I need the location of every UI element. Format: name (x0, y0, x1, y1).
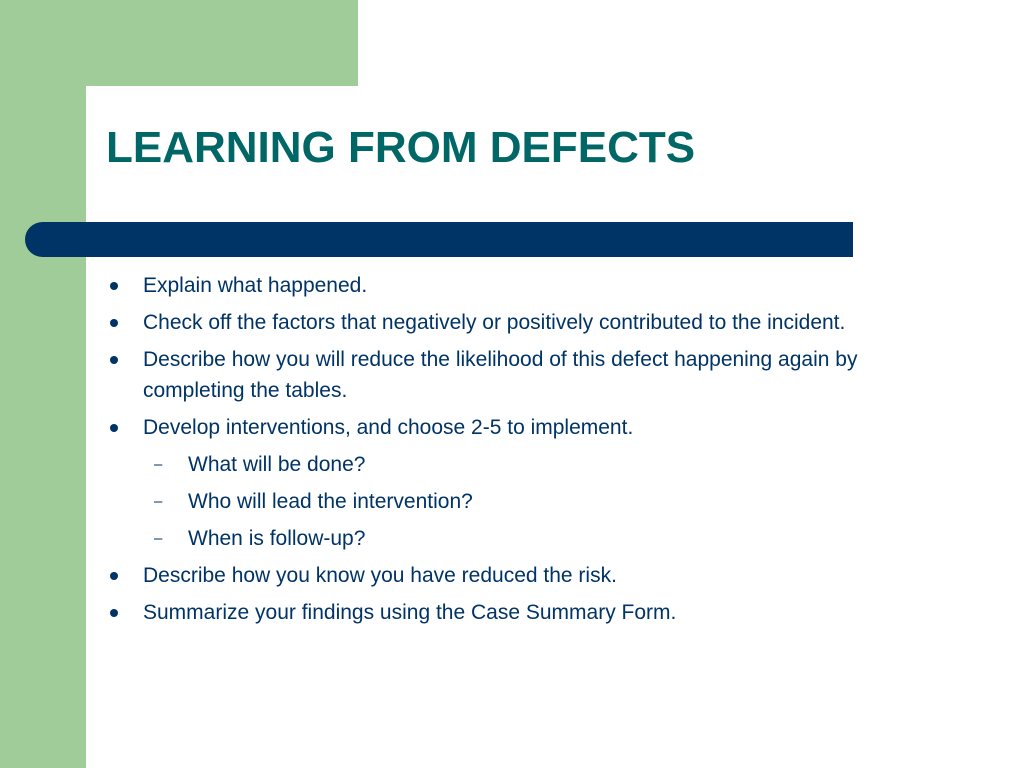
bullet-text: Check off the factors that negatively or positively contributed to the incident. (143, 311, 846, 334)
bullet-item (106, 597, 916, 628)
bullet-item (106, 270, 916, 301)
bullet-item (106, 307, 916, 338)
sub-bullet-text: Who will lead the intervention? (188, 490, 473, 513)
title-underline-bar (25, 222, 853, 257)
bullet-text: Develop interventions, and choose 2-5 to implement. (143, 416, 634, 439)
bullet-text: Describe how you will reduce the likelihood of this defect happening again by completing the tables. (143, 348, 858, 402)
bullet-item (106, 412, 916, 554)
bullet-item (106, 344, 916, 406)
background-green-left (0, 0, 86, 768)
slide-title: LEARNING FROM DEFECTS (106, 123, 696, 172)
bullet-text: Describe how you know you have reduced the risk. (143, 564, 617, 587)
bullet-item (106, 560, 916, 591)
bullet-text: Explain what happened. (143, 274, 368, 297)
sub-bullet-item (106, 486, 916, 517)
bullet-text: Summarize your findings using the Case Summary Form. (143, 601, 677, 624)
sub-bullet-list (106, 449, 916, 554)
bullet-list (106, 270, 916, 634)
background-green-top (0, 0, 358, 86)
sub-bullet-item (106, 449, 916, 480)
sub-bullet-item (106, 523, 916, 554)
sub-bullet-text: What will be done? (188, 453, 366, 476)
sub-bullet-text: When is follow-up? (188, 527, 366, 550)
